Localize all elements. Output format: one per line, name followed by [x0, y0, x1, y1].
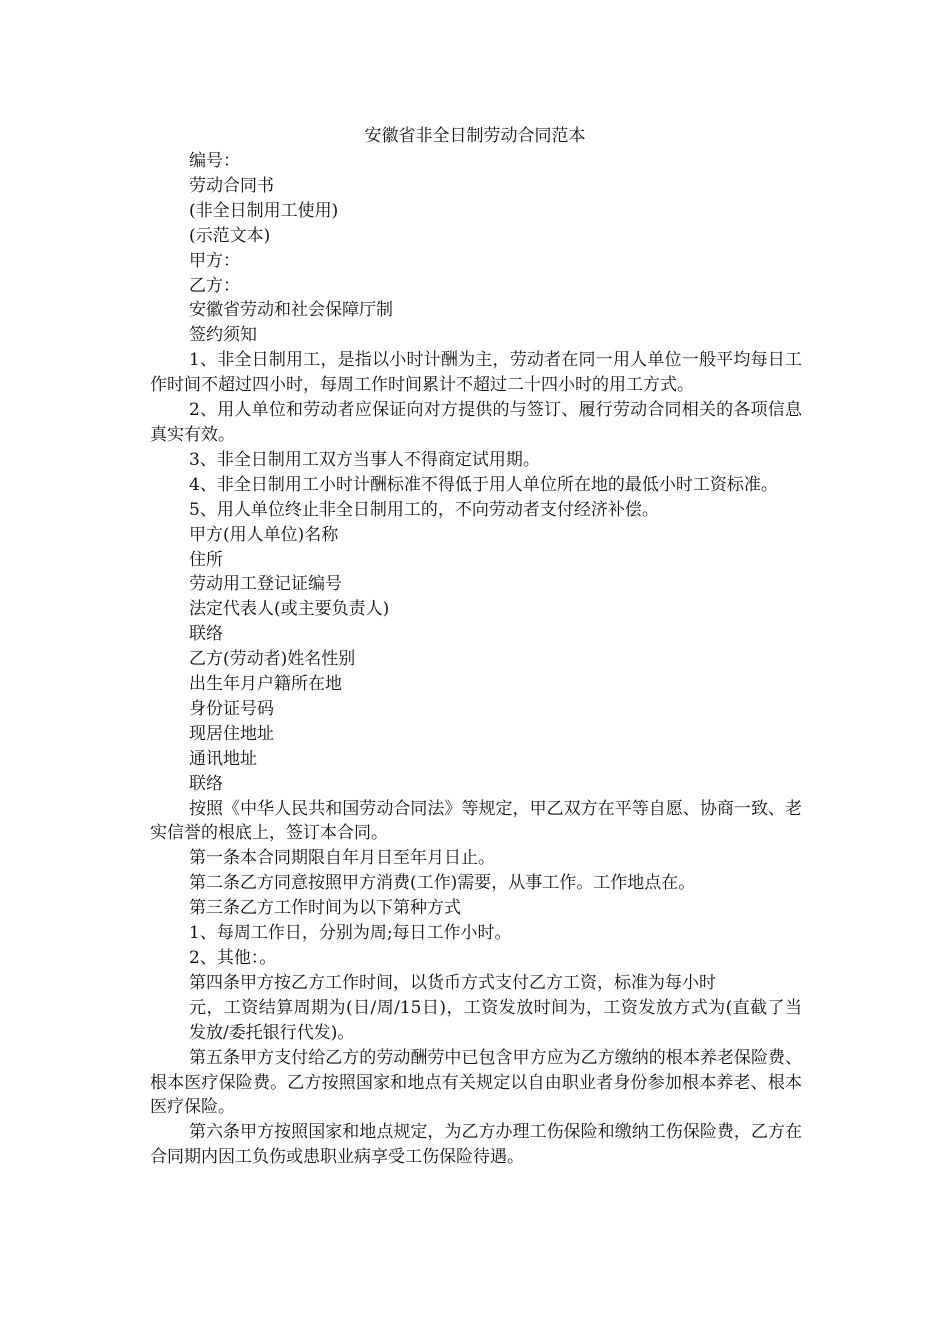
paragraph: 乙方： [189, 275, 240, 296]
paragraph: 第一条本合同期限自年月日至年月日止。 [189, 848, 495, 869]
paragraph: 第四条甲方按乙方工作时间，以货币方式支付乙方工资，标准为每小时 [189, 972, 716, 993]
paragraph: 劳动用工登记证编号 [189, 574, 342, 595]
paragraph: 现居住地址 [189, 723, 274, 744]
paragraph: 联络 [189, 624, 223, 645]
paragraph: 劳动合同书 [189, 175, 274, 196]
paragraph: 安徽省劳动和社会保障厅制 [189, 300, 393, 321]
paragraph: 1、每周工作日，分别为周;每日工作小时。 [189, 923, 512, 944]
paragraph: (示范文本) [189, 225, 271, 246]
paragraph: 出生年月户籍所在地 [189, 674, 342, 695]
document-body [150, 149, 802, 1170]
paragraph: 按照《中华人民共和国劳动合同法》等规定，甲乙双方在平等自愿、协商一致、老实信誉的根底上，签订本合同。 [150, 798, 802, 844]
paragraph: 住所 [189, 549, 223, 570]
paragraph: 1、非全日制用工，是指以小时计酬为主，劳动者在同一用人单位一般平均每日工作时间不超过四小时，每周工作时间累计不超过二十四小时的用工方式。 [150, 350, 802, 396]
paragraph: 甲方(用人单位)名称 [189, 524, 339, 545]
paragraph: 法定代表人(或主要负责人) [189, 599, 390, 620]
paragraph: 4、非全日制用工小时计酬标准不得低于用人单位所在地的最低小时工资标准。 [189, 474, 778, 495]
paragraph: 第五条甲方支付给乙方的劳动酬劳中已包含甲方应为乙方缴纳的根本养老保险费、根本医疗保险费。乙方按照国家和地点有关规定以自由职业者身份参加根本养老、根本医疗保险。 [150, 1047, 802, 1118]
paragraph: 2、用人单位和劳动者应保证向对方提供的与签订、履行劳动合同相关的各项信息真实有效。 [150, 400, 802, 445]
paragraph: 第二条乙方同意按照甲方消费(工作)需要，从事工作。工作地点在。 [189, 873, 696, 894]
paragraph: 第三条乙方工作时间为以下第种方式 [189, 898, 461, 919]
paragraph: 联络 [189, 773, 223, 794]
paragraph: 第六条甲方按照国家和地点规定，为乙方办理工伤保险和缴纳工伤保险费，乙方在合同期内因工负伤或患职业病享受工伤保险待遇。 [150, 1122, 802, 1168]
document-title: 安徽省非全日制劳动合同范本 [364, 126, 586, 146]
paragraph: 3、非全日制用工双方当事人不得商定试用期。 [189, 449, 540, 470]
paragraph: 签约须知 [189, 325, 257, 346]
paragraph: 通讯地址 [189, 748, 257, 769]
paragraph: 元，工资结算周期为(日/周/15日)，工资发放时间为，工资发放方式为(直截了当发放/委托银行代发)。 [189, 997, 802, 1043]
paragraph: (非全日制用工使用) [189, 200, 339, 221]
paragraph: 2、其他：。 [189, 948, 277, 968]
paragraph: 甲方： [189, 250, 240, 271]
paragraph: 乙方(劳动者)姓名性别 [189, 649, 356, 670]
paragraph: 编号： [189, 151, 240, 171]
paragraph: 5、用人单位终止非全日制用工的，不向劳动者支付经济补偿。 [189, 499, 659, 520]
paragraph: 身份证号码 [189, 698, 274, 719]
